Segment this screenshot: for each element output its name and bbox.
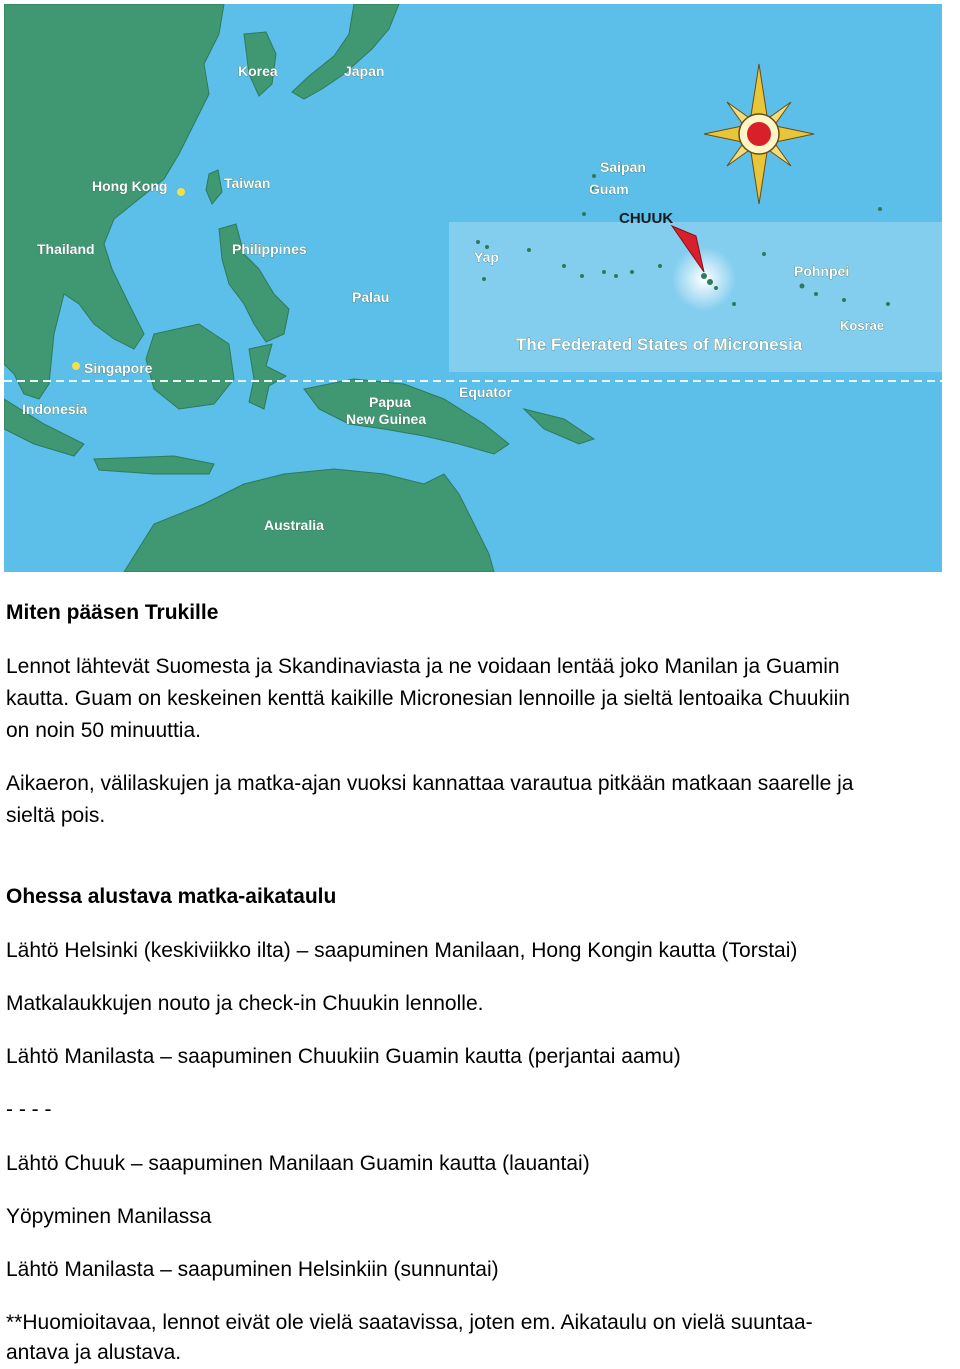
label-chuuk: CHUUK [619, 210, 674, 227]
micronesia-map [4, 4, 942, 572]
schedule-separator: - - - - [6, 1098, 52, 1121]
label-korea: Korea [238, 63, 278, 79]
heading-schedule: Ohessa alustava matka-aikataulu [6, 885, 337, 908]
paragraph-1-line-2: kautta. Guam on keskeinen kenttä kaikille Micronesian lennoille ja sieltä lentoaika Chuukiin [6, 687, 850, 710]
paragraph-2-line-2: sieltä pois. [6, 804, 106, 827]
label-singapore: Singapore [84, 360, 153, 376]
paragraph-1-line-3: on noin 50 minuuttia. [6, 719, 201, 742]
label-guam: Guam [589, 181, 629, 197]
paragraph-2-line-1: Aikaeron, välilaskujen ja matka-ajan vuoksi kannattaa varautua pitkään matkaan saarelle ja [6, 772, 854, 795]
label-pohnpei: Pohnpei [794, 263, 850, 279]
hong-kong-dot [177, 188, 185, 196]
label-palau: Palau [352, 289, 390, 305]
label-taiwan: Taiwan [224, 175, 271, 191]
schedule-item-5: Yöpyminen Manilassa [6, 1205, 212, 1228]
label-australia: Australia [264, 517, 324, 533]
note-line-2: antava ja alustava. [6, 1341, 182, 1364]
schedule-item-2: Matkalaukkujen nouto ja check-in Chuukin lennolle. [6, 992, 484, 1015]
schedule-item-3: Lähtö Manilasta – saapuminen Chuukiin Guamin kautta (perjantai aamu) [6, 1045, 681, 1068]
label-papua: Papua [369, 394, 412, 410]
paragraph-1-line-1: Lennot lähtevät Suomesta ja Skandinaviasta ja ne voidaan lentää joko Manilan ja Guamin [6, 655, 840, 678]
label-new-guinea: New Guinea [346, 411, 427, 427]
schedule-item-1: Lähtö Helsinki (keskiviikko ilta) – saapuminen Manilaan, Hong Kongin kautta (Torstai) [6, 939, 798, 962]
label-kosrae: Kosrae [840, 318, 885, 333]
heading-how-to-get: Miten pääsen Trukille [6, 601, 219, 624]
schedule-item-4: Lähtö Chuuk – saapuminen Manilaan Guamin kautta (lauantai) [6, 1152, 590, 1175]
label-philippines: Philippines [232, 241, 307, 257]
note-line-1: **Huomioitavaa, lennot eivät ole vielä saatavissa, joten em. Aikataulu on vielä suuntaa- [6, 1311, 813, 1334]
label-thailand: Thailand [37, 241, 95, 257]
label-japan: Japan [344, 63, 385, 79]
label-yap: Yap [474, 249, 499, 265]
label-indonesia: Indonesia [22, 401, 88, 417]
label-equator: Equator [459, 384, 512, 400]
singapore-dot [72, 362, 80, 370]
schedule-item-6: Lähtö Manilasta – saapuminen Helsinkiin (sunnuntai) [6, 1258, 499, 1281]
label-saipan: Saipan [600, 159, 646, 175]
label-fsm: The Federated States of Micronesia [516, 335, 803, 354]
label-hong-kong: Hong Kong [92, 178, 168, 194]
